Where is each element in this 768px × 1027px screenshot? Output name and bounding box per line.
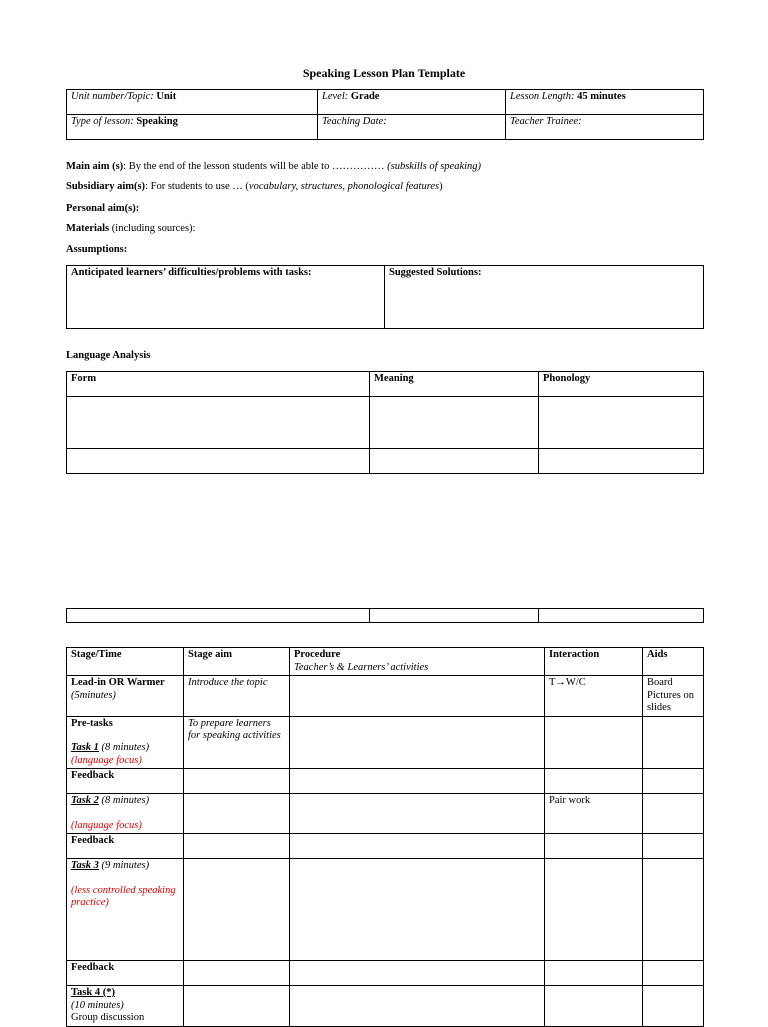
unit-cell: [67, 90, 318, 115]
pre-tasks-label: Pre-tasks: [71, 717, 113, 729]
table-row: [67, 609, 704, 623]
language-analysis-table: [66, 371, 704, 474]
task2-label: Task 2: [71, 795, 99, 806]
main-aim-italic: (subskills of speaking): [387, 161, 482, 172]
lead-in-time: (5minutes): [71, 689, 116, 701]
main-aim-label: Main aim (s): [66, 161, 124, 172]
header-table: [66, 89, 704, 140]
unit-value: Unit: [156, 91, 177, 102]
feedback-1: Feedback: [67, 769, 184, 794]
teacher-trainee-cell: Teacher Trainee:: [506, 115, 704, 140]
lead-in-interaction: T→W/C: [545, 676, 643, 717]
level-label: Level:: [322, 91, 349, 102]
level-cell: [318, 90, 506, 115]
materials: [66, 223, 195, 234]
subsidiary-aim-label: Subsidiary aim(s): [66, 181, 146, 192]
language-analysis-heading: Language Analysis: [66, 350, 151, 361]
subsidiary-aim-close: ): [439, 181, 443, 192]
subsidiary-aim-italic: vocabulary, structures, phonological features: [248, 181, 440, 192]
table-row: [67, 961, 704, 986]
difficulties-table: [66, 265, 704, 329]
table-row: [67, 716, 704, 769]
table-row: [67, 676, 704, 717]
lead-in-label: Lead-in OR Warmer: [71, 677, 165, 688]
main-aim-text: : By the end of the lesson students will be able to ……………: [123, 161, 388, 172]
length-value: 45 minutes: [577, 91, 626, 102]
table-row: [67, 834, 704, 859]
lead-in-aids: Board Pictures on slides: [643, 676, 704, 717]
level-value: Grade: [350, 91, 380, 102]
pre-tasks-cell: [67, 716, 184, 769]
stages-table: [66, 647, 704, 1027]
main-aim: [66, 161, 481, 172]
teaching-date-cell: Teaching Date:: [318, 115, 506, 140]
blank-row-table: [66, 608, 704, 623]
form-header: Form: [67, 372, 370, 397]
procedure-title: Procedure: [294, 649, 341, 660]
task4-time: (10 minutes): [71, 999, 124, 1011]
procedure-subtitle: Teacher’s & Learners’ activities: [294, 661, 429, 673]
procedure-header: [290, 648, 545, 676]
task4-label: Task 4 (*): [71, 987, 115, 998]
subsidiary-aim-text: : For students to use … (: [145, 181, 249, 192]
task2-time: (8 minutes): [98, 795, 150, 806]
feedback-3: Feedback: [67, 961, 184, 986]
interaction-header: Interaction: [545, 648, 643, 676]
personal-aim: Personal aim(s):: [66, 203, 140, 214]
lead-in-aim: Introduce the topic: [184, 676, 290, 717]
aids-header: Aids: [643, 648, 704, 676]
pre-tasks-aim: To prepare learners for speaking activities: [184, 716, 290, 769]
type-value: Speaking: [136, 116, 178, 127]
task4-cell: [67, 986, 184, 1027]
meaning-header: Meaning: [370, 372, 539, 397]
phonology-header: Phonology: [539, 372, 704, 397]
task1-focus: (language focus): [71, 754, 142, 766]
table-row: [67, 986, 704, 1027]
materials-text: (including sources):: [109, 223, 196, 234]
subsidiary-aim: [66, 181, 443, 192]
stage-time-header: Stage/Time: [67, 648, 184, 676]
type-label: Type of lesson:: [71, 116, 134, 127]
task3-label: Task 3: [71, 860, 99, 871]
table-row: [67, 794, 704, 834]
task2-cell: [67, 794, 184, 834]
type-cell: [67, 115, 318, 140]
task1-time: (8 minutes): [98, 742, 150, 753]
length-label: Lesson Length:: [510, 91, 575, 102]
solutions-cell: Suggested Solutions:: [385, 266, 704, 329]
length-cell: [506, 90, 704, 115]
table-row: [67, 397, 704, 449]
unit-label: Unit number/Topic:: [71, 91, 154, 102]
table-row: [67, 449, 704, 474]
task2-interaction: Pair work: [545, 794, 643, 834]
table-row: [67, 859, 704, 961]
task2-focus: (language focus): [71, 819, 142, 831]
task3-time: (9 minutes): [98, 860, 150, 871]
task4-note: Group discussion: [71, 1012, 145, 1023]
difficulties-cell: Anticipated learners’ difficulties/problems with tasks:: [67, 266, 385, 329]
feedback-2: Feedback: [67, 834, 184, 859]
materials-label: Materials: [66, 223, 110, 234]
assumptions: Assumptions:: [66, 244, 128, 255]
task3-focus: (less controlled speaking practice): [71, 884, 176, 908]
task3-cell: [67, 859, 184, 961]
table-row: [67, 769, 704, 794]
task1-label: Task 1: [71, 742, 99, 753]
lead-in-cell: [67, 676, 184, 717]
stage-aim-header: Stage aim: [184, 648, 290, 676]
page-title: Speaking Lesson Plan Template: [302, 66, 466, 80]
